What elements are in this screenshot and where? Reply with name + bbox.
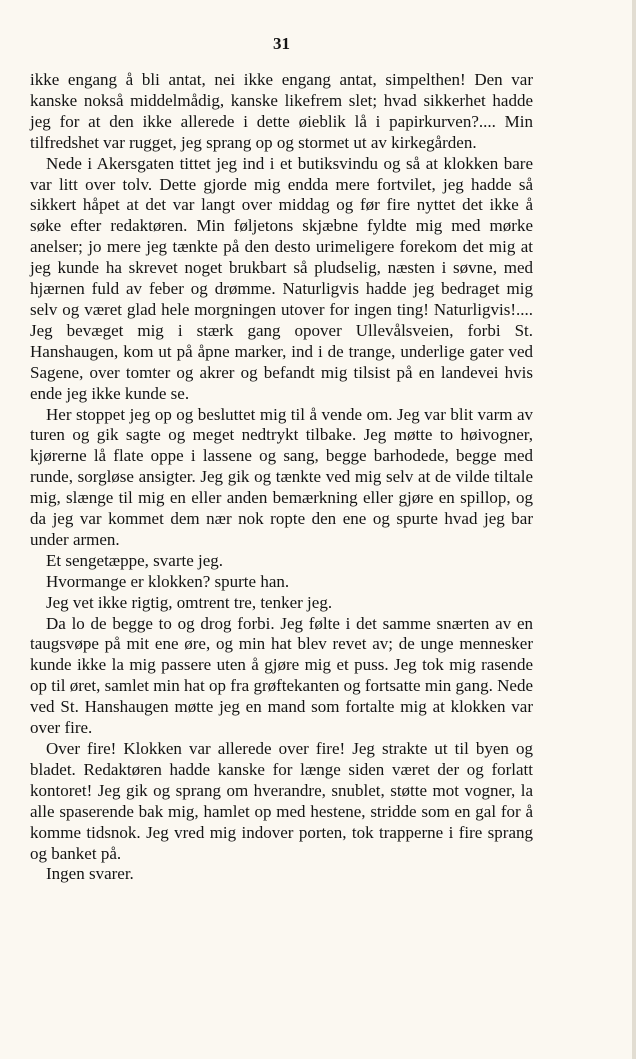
paragraph-continuation: ikke engang å bli antat, nei ikke engang antat, simpelthen! Den var kanske nokså middelmådig, kanske likefrem slet; hvad sikkerhet hadde jeg for at den ikke allerede i dette øieblik lå i papirkurven?.... Min tilfredshet var rugget, jeg sprang op og stormet ut av kirkegården.: [30, 70, 533, 152]
dialogue-bedspread: Et sengetæppe, svarte jeg.: [46, 550, 224, 570]
paragraph-hay-wagons: Her stoppet jeg op og besluttet mig til å vende om. Jeg var blit varm av turen og gik sagte og meget nedtrykt tilbake. Jeg møtte to høivogner, kjørerne lå flate oppe i lassene og sang, begge barhodede, begge med runde, sorgløse ansigter. Jeg gik og tænkte ved mig selv at de vilde tiltale mig, slænge til mig en eller anden bemærkning eller gjøre en spillop, og da jeg var kommet dem nær nok ropte den ene og spurte hvad jeg bar under armen.: [30, 404, 533, 549]
page-number: 31: [273, 34, 290, 53]
dialogue-about-three: Jeg vet ikke rigtig, omtrent tre, tenker jeg.: [46, 592, 333, 612]
paragraph-whip-lash: Da lo de begge to og drog forbi. Jeg følte i det samme snærten av en taugsvøpe på mit ene øre, og min hat blev revet av; de unge mennesker kunde ikke la mig passere uten å gjøre mig et puss. Jeg tok mig rasende op til øret, samlet min hat op fra grøftekanten og fortsatte min gang. Nede ved St. Hanshaugen møtte jeg en mand som fortalte mig at klokken var over fire.: [30, 613, 533, 738]
paragraph-over-four: Over fire! Klokken var allerede over fire! Jeg strakte ut til byen og bladet. Redaktøren hadde kanske for længe siden været der og forlatt kontoret! Jeg gik og sprang om hverandre, snublet, støtte mot vogner, la alle spaserende bak mig, hamlet op med hestene, stridde som en gal for å komme tidsnok. Jeg vred mig indover porten, tok trapperne i fire sprang og banket på.: [30, 739, 533, 863]
book-page: [30, 34, 533, 885]
paragraph-no-answer: Ingen svarer.: [46, 864, 134, 884]
dialogue-what-time: Hvormange er klokken? spurte han.: [46, 571, 290, 591]
paragraph-akersgaten: Nede i Akersgaten tittet jeg ind i et butiksvindu og så at klokken bare var litt over tolv. Dette gjorde mig endda mere fortvilet, jeg hadde så sikkert håpet at det var langt over middag og før fire nyttet det ikke å søke efter redaktøren. Min føljetons skjæbne fyldte mig med mørke anelser; jo mere jeg tænkte på den desto urimeligere forekom det mig at jeg kunde ha skrevet noget brukbart så pludselig, næsten i søvne, med hjærnen fuld av feber og drømme. Naturligvis hadde jeg bedraget mig selv og været glad hele morgningen utover for ingen ting! Naturligvis!.... Jeg bevæget mig i stærk gang opover Ullevålsveien, forbi St. Hanshaugen, kom ut på åpne marker, ind i de trange, underlige gater ved Sagene, over tomter og akrer og befandt mig tilsist på en landevei hvis ende jeg ikke kunde se.: [30, 153, 533, 403]
page-edge-shadow: [632, 0, 636, 1059]
